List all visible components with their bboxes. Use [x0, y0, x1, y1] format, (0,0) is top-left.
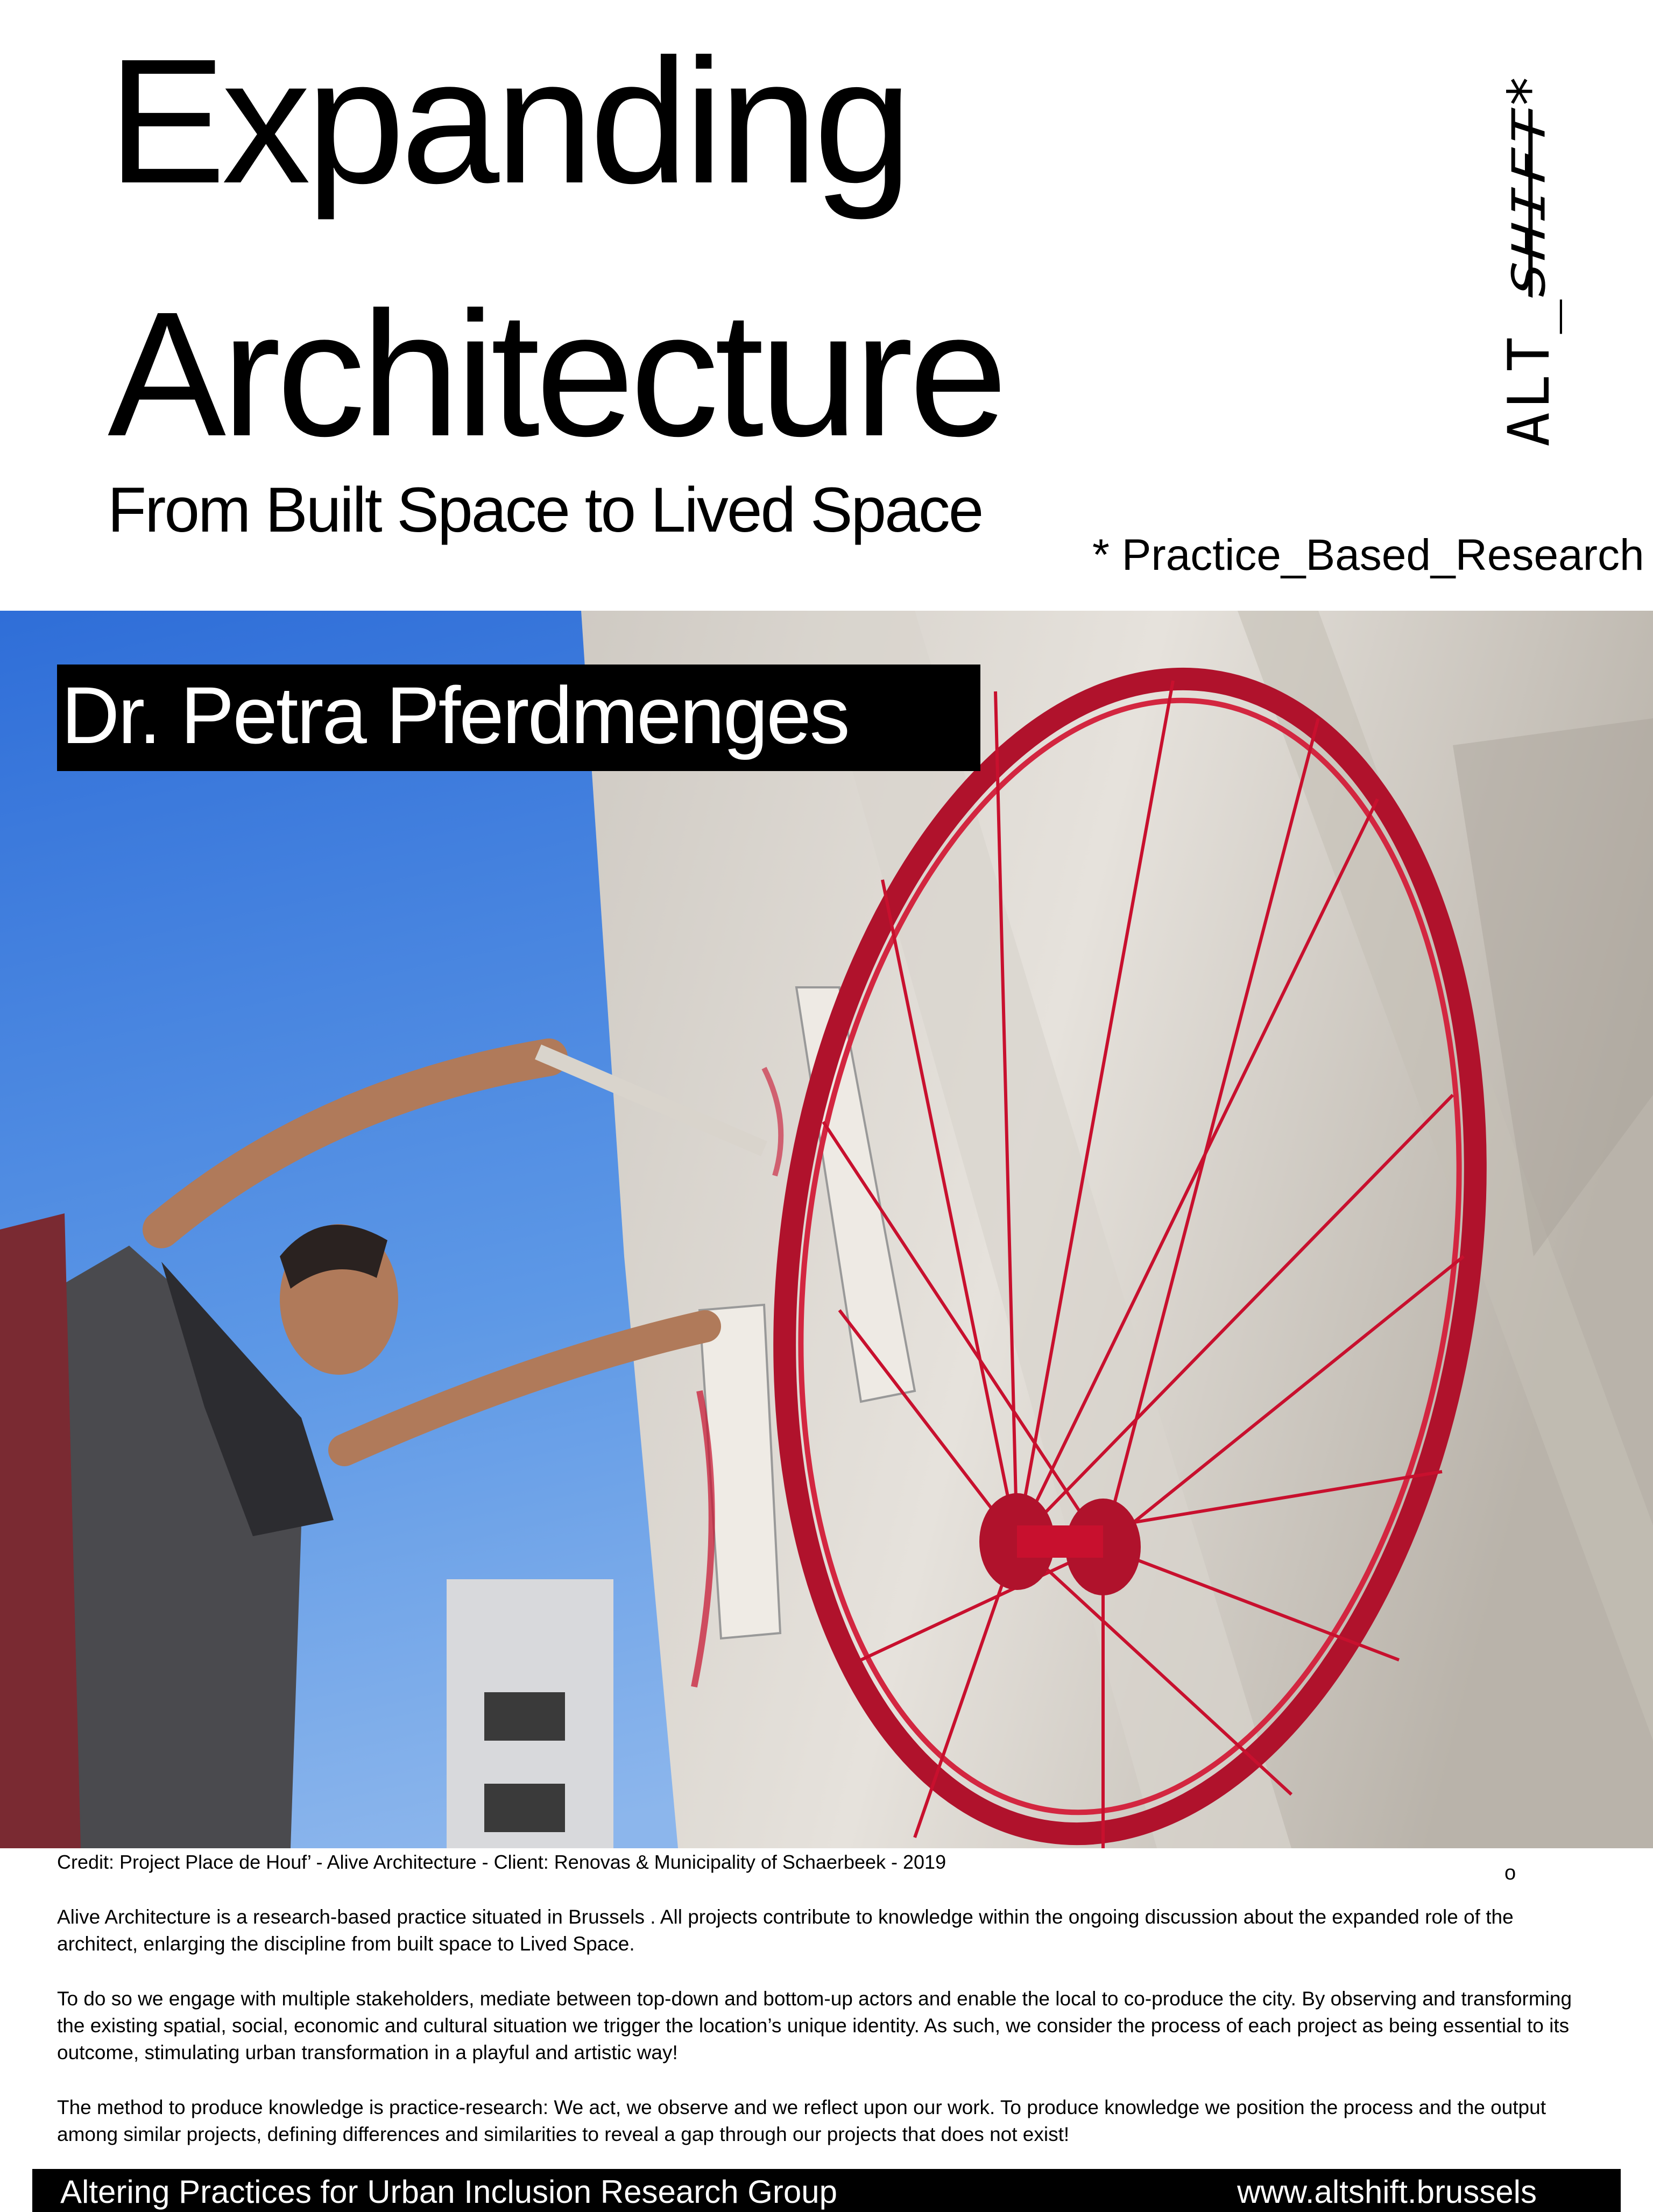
title-line-1: Expanding [108, 22, 908, 220]
logo-text-star: * [1496, 70, 1562, 109]
small-mark: o [1504, 1862, 1516, 1884]
website-link[interactable]: www.altshift.brussels [1237, 2174, 1537, 2210]
paragraph-approach: To do so we engage with multiple stakeholders, mediate between top-down and bottom-up actors and enable the local to co-produce the city. By observing and transforming the existing spatial, social, economic and cultural situation we trigger the location’s unique identity. As such, we consider the process of each project as being essential to its outcome, stimulating urban transformation in a playful and artistic way! [57, 1988, 1572, 2063]
tagline: * Practice_Based_Research [1092, 531, 1644, 579]
cover-photo [0, 611, 1653, 1848]
title-line-2: Architecture [108, 274, 1004, 473]
author-name-banner [57, 665, 980, 771]
subtitle: From Built Space to Lived Space [108, 475, 983, 546]
paragraph-method: The method to produce knowledge is practice-research: We act, we observe and we reflect upon our work. To produce knowledge we position the process and the output among similar projects, defining differences and similarities to reveal a gap through our projects that does not exist! [57, 2096, 1546, 2145]
author-name: Dr. Petra Pferdmenges [61, 670, 849, 760]
footer-bar [32, 2169, 1621, 2212]
research-group-name: Altering Practices for Urban Inclusion Research Group [60, 2174, 837, 2210]
logo-text-alt: ALT_ [1496, 296, 1562, 447]
paragraph-intro: Alive Architecture is a research-based practice situated in Brussels . All projects contribute to knowledge within the ongoing discussion about the expanded role of the architect, enlarging the discipline from built space to Lived Space. [57, 1906, 1514, 1955]
alt-shift-logo [1496, 71, 1562, 447]
logo-text-shift: SHIFT [1502, 100, 1556, 305]
photo-credit: Credit: Project Place de Houf’ - Alive Architecture - Client: Renovas & Municipality of Schaerbeek - 2019 [57, 1851, 946, 1873]
